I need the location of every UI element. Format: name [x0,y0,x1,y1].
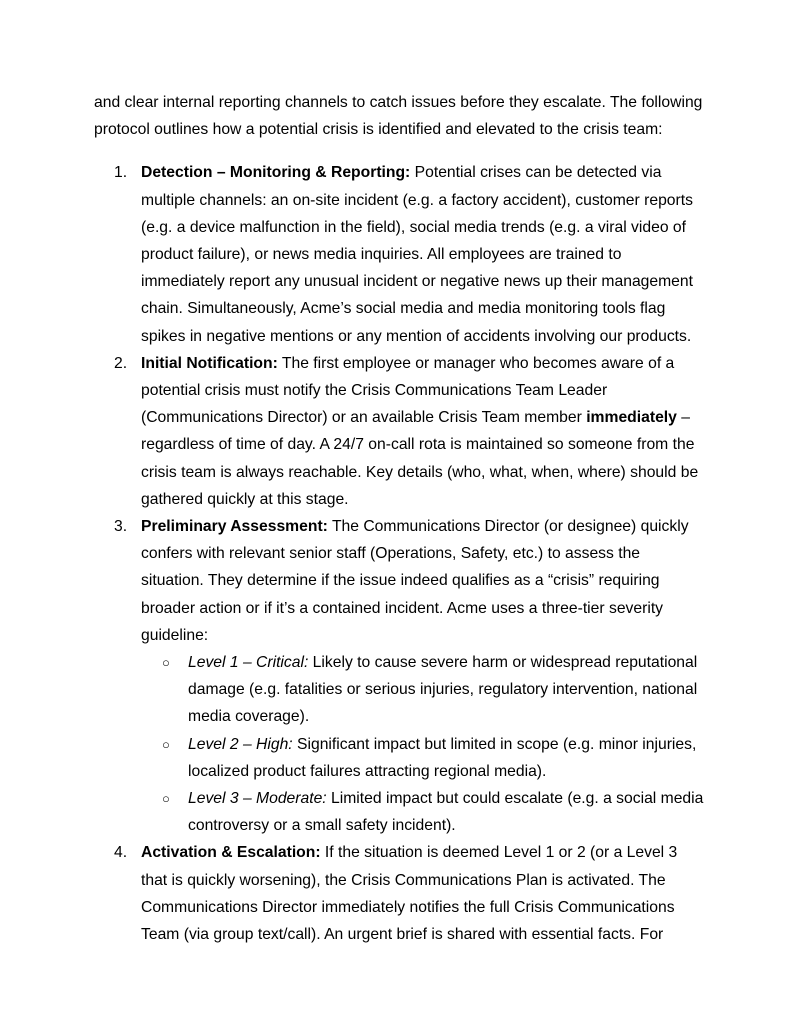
step-text-continued: – regardless of time of day. A 24/7 on-call rota is maintained so someone from the crisis team is always reachable. Key details (who, what, when, where) should be gathered quickly at this stage. [141,409,699,508]
level-label: Level 2 – High: [188,735,293,753]
step-heading: Activation & Escalation: [141,844,321,862]
severity-levels-list [141,649,706,839]
severity-level-3 [141,785,706,839]
step-initial-notification [94,350,706,513]
step-number: 1. [114,164,128,182]
step-number: 4. [114,844,128,862]
step-text: Potential crises can be detected via multiple channels: an on-site incident (e.g. a factory accident), customer reports (e.g. a device malfunction in the field), social media trends (e.g. a viral video of product failure), or news media inquiries. All employees are trained to immediately report any unusual incident or negative news up their management chain. Simultaneously, Acme’s social media and media monitoring tools flag spikes in negative mentions or any mention of accidents involving our products. [141,164,693,345]
step-activation-escalation [94,839,706,948]
level-text: Significant impact but limited in scope (e.g. minor injuries, localized product failures attracting regional media). [188,735,697,780]
level-text: Likely to cause severe harm or widespread reputational damage (e.g. fatalities or serious injuries, regulatory intervention, national media coverage). [188,654,698,726]
step-emphasis: immediately [586,409,677,427]
step-number: 3. [114,518,128,536]
step-heading: Preliminary Assessment: [141,518,328,536]
step-detection [94,159,706,349]
step-heading: Detection – Monitoring & Reporting: [141,164,411,182]
protocol-steps-list [94,159,706,948]
intro-paragraph: and clear internal reporting channels to catch issues before they escalate. The following protocol outlines how a potential crisis is identified and elevated to the crisis team: [94,94,703,139]
hollow-bullet-icon: ○ [162,655,170,671]
hollow-bullet-icon: ○ [162,791,170,807]
step-number: 2. [114,354,128,372]
document-page [94,89,706,948]
level-text: Limited impact but could escalate (e.g. a social media controversy or a small safety incident). [188,790,704,835]
step-preliminary-assessment [94,513,706,839]
step-text: The first employee or manager who becomes aware of a potential crisis must notify the Crisis Communications Team Leader (Communications Director) or an available Crisis Team member [141,354,675,427]
step-text: If the situation is deemed Level 1 or 2 (or a Level 3 that is quickly worsening), the Crisis Communications Plan is activated. The Communications Director immediately notifies the full Crisis Communications Team (via group text/call). An urgent brief is shared with essential facts. For [141,844,678,944]
level-label: Level 3 – Moderate: [188,790,327,808]
step-heading: Initial Notification: [141,354,278,372]
step-text: The Communications Director (or designee) quickly confers with relevant senior staff (Operations, Safety, etc.) to assess the situation. They determine if the issue indeed qualifies as a “crisis” requiring broader action or if it’s a contained incident. Acme uses a three-tier severity guideline: [141,518,689,644]
severity-level-1 [141,649,706,731]
hollow-bullet-icon: ○ [162,736,170,752]
severity-level-2 [141,731,706,785]
level-label: Level 1 – Critical: [188,654,309,672]
